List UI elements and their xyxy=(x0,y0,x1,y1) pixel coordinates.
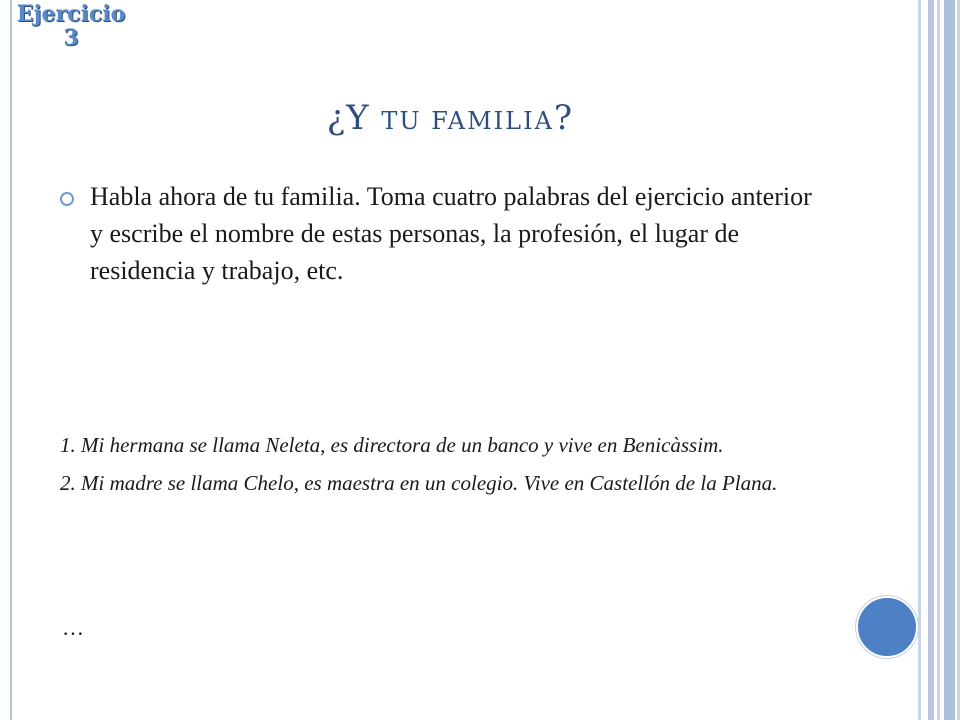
title-small-caps: TU FAMILIA xyxy=(381,107,554,135)
decorative-bar xyxy=(918,0,921,720)
left-border-line xyxy=(10,0,12,720)
bullet-text: Habla ahora de tu familia. Toma cuatro palabras del ejercicio anterior y escribe el nombre de estas personas, la profesión, el lugar de residencia y trabajo, etc. xyxy=(90,182,812,285)
title-suffix: ? xyxy=(553,98,574,138)
bullet-item xyxy=(60,178,830,289)
title-prefix: ¿Y xyxy=(326,98,370,138)
circle-bullet-icon xyxy=(60,192,74,206)
decorative-bar xyxy=(937,0,940,720)
decorative-bar xyxy=(928,0,934,720)
exercise-label-line1: Ejercicio xyxy=(16,1,126,27)
slide-title xyxy=(60,98,840,138)
example-item: 1. Mi hermana se llama Neleta, es directora de un banco y vive en Benicàssim. xyxy=(60,433,724,457)
ellipsis-text: … xyxy=(62,615,84,640)
blue-circle-icon xyxy=(856,596,918,658)
exercise-label-line2: 3 xyxy=(63,25,79,51)
decorative-bar xyxy=(944,0,955,720)
example-item: 2. Mi madre se llama Chelo, es maestra en un colegio. Vive en Castellón de la Plana. xyxy=(60,471,778,495)
examples-list xyxy=(60,430,840,506)
exercise-label xyxy=(12,2,130,50)
